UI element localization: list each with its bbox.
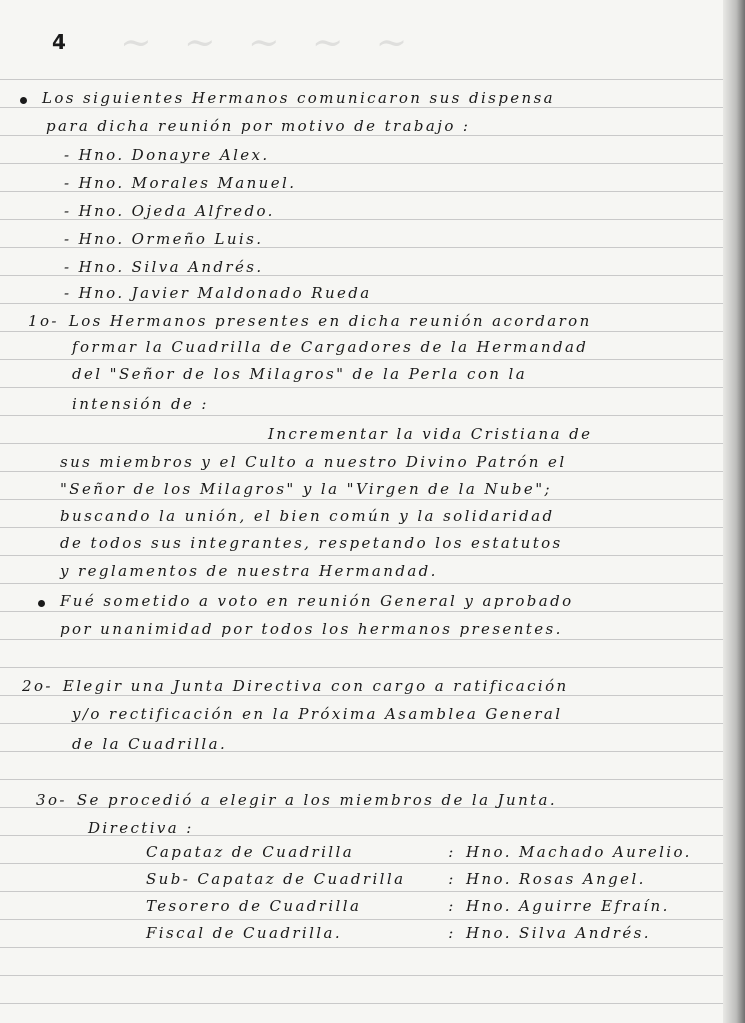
item-1-line: intensión de : bbox=[72, 395, 209, 413]
board-name: Hno. Aguirre Efraín. bbox=[466, 897, 670, 915]
vote-line-2: por unanimidad por todos los hermanos presentes. bbox=[60, 620, 563, 638]
ruled-line bbox=[0, 79, 745, 80]
board-name: Hno. Silva Andrés. bbox=[466, 924, 651, 942]
item-1-line: sus miembros y el Culto a nuestro Divino Patrón el bbox=[60, 453, 567, 471]
ruled-line bbox=[0, 919, 745, 920]
ruled-line bbox=[0, 611, 745, 612]
ruled-line bbox=[0, 387, 745, 388]
ruled-line bbox=[0, 583, 745, 584]
item-3-line: Se procedió a elegir a los miembros de la Junta. bbox=[76, 791, 558, 809]
ruled-line bbox=[0, 667, 745, 668]
notebook-binding bbox=[723, 0, 745, 1023]
bullet-point bbox=[38, 600, 45, 607]
ruled-line bbox=[0, 891, 745, 892]
item-1-line: del "Señor de los Milagros" de la Perla con la bbox=[72, 365, 528, 383]
member-item: - Hno. Morales Manuel. bbox=[64, 174, 297, 192]
board-row bbox=[146, 842, 692, 862]
item-3 bbox=[36, 790, 557, 810]
item-1-line: "Señor de los Milagros" y la "Virgen de la Nube"; bbox=[60, 480, 552, 498]
separator: : bbox=[448, 924, 456, 942]
vote-line-1: Fué sometido a voto en reunión General y aprobado bbox=[60, 592, 574, 610]
member-item: - Hno. Donayre Alex. bbox=[64, 146, 270, 164]
ruled-line bbox=[0, 331, 745, 332]
bleed-through-text: ~ ~ ~ ~ ~ bbox=[120, 20, 418, 64]
member-item: - Hno. Ojeda Alfredo. bbox=[64, 202, 275, 220]
intro-line-2: para dicha reunión por motivo de trabajo : bbox=[46, 117, 471, 135]
item-3-line: Directiva : bbox=[88, 819, 194, 837]
item-2-line: y/o rectificación en la Próxima Asamblea General bbox=[72, 705, 563, 723]
item-1-line: Incrementar la vida Cristiana de bbox=[268, 425, 593, 443]
item-1-line: Los Hermanos presentes en dicha reunión acordaron bbox=[68, 312, 592, 330]
separator: : bbox=[448, 843, 456, 861]
ruled-line bbox=[0, 415, 745, 416]
board-row bbox=[146, 869, 646, 889]
item-number: 2o- bbox=[22, 677, 53, 695]
item-number: 3o- bbox=[36, 791, 67, 809]
ruled-line bbox=[0, 779, 745, 780]
item-1-line: buscando la unión, el bien común y la solidaridad bbox=[60, 507, 555, 525]
ruled-line bbox=[0, 359, 745, 360]
board-row bbox=[146, 923, 651, 943]
member-item: - Hno. Javier Maldonado Rueda bbox=[64, 284, 372, 302]
ruled-line bbox=[0, 1003, 745, 1004]
separator: : bbox=[448, 870, 456, 888]
board-name: Hno. Machado Aurelio. bbox=[466, 843, 692, 861]
board-role: Fiscal de Cuadrilla. bbox=[146, 924, 343, 942]
separator: : bbox=[448, 897, 456, 915]
board-role: Sub- Capataz de Cuadrilla bbox=[146, 870, 406, 888]
ruled-line bbox=[0, 947, 745, 948]
ruled-line bbox=[0, 303, 745, 304]
item-1-line: y reglamentos de nuestra Hermandad. bbox=[60, 562, 438, 580]
item-1 bbox=[28, 311, 592, 331]
member-item: - Hno. Silva Andrés. bbox=[64, 258, 264, 276]
page-number: 4 bbox=[52, 30, 66, 54]
member-item: - Hno. Ormeño Luis. bbox=[64, 230, 264, 248]
board-role: Capataz de Cuadrilla bbox=[146, 843, 355, 861]
bullet-point bbox=[20, 97, 27, 104]
ruled-line bbox=[0, 639, 745, 640]
board-role: Tesorero de Cuadrilla bbox=[146, 897, 362, 915]
item-1-line: formar la Cuadrilla de Cargadores de la Hermandad bbox=[72, 338, 589, 356]
ruled-line bbox=[0, 975, 745, 976]
board-name: Hno. Rosas Angel. bbox=[466, 870, 646, 888]
item-2 bbox=[22, 676, 569, 696]
item-2-line: Elegir una Junta Directiva con cargo a ratificación bbox=[62, 677, 569, 695]
ruled-line bbox=[0, 499, 745, 500]
board-row bbox=[146, 896, 670, 916]
item-2-line: de la Cuadrilla. bbox=[72, 735, 228, 753]
item-number: 1o- bbox=[28, 312, 59, 330]
ruled-line bbox=[0, 555, 745, 556]
item-1-line: de todos sus integrantes, respetando los estatutos bbox=[60, 534, 563, 552]
ruled-line bbox=[0, 527, 745, 528]
ruled-line bbox=[0, 863, 745, 864]
intro-line-1: Los siguientes Hermanos comunicaron sus dispensa bbox=[42, 89, 556, 107]
